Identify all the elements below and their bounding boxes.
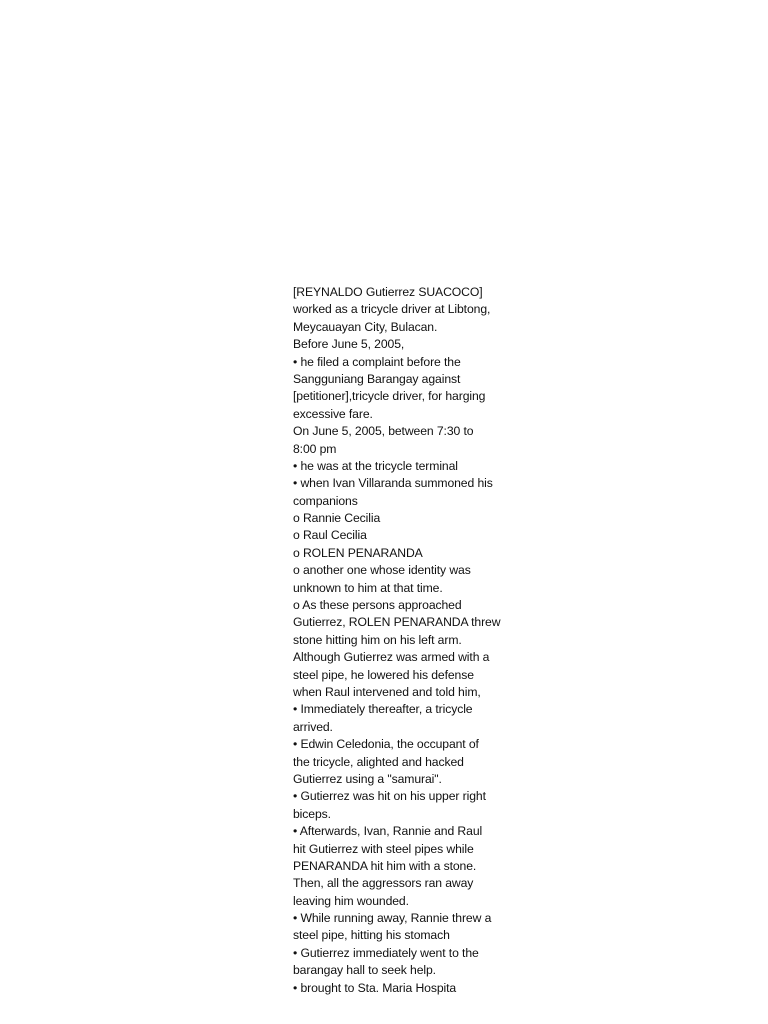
text-line: • Immediately thereafter, a tricycle: [293, 702, 473, 717]
text-line: • he was at the tricycle terminal: [293, 458, 458, 473]
text-line: stone hitting him on his left arm.: [293, 632, 462, 647]
text-line: Sangguniang Barangay against: [293, 371, 461, 386]
text-line: Gutierrez using a "samurai".: [293, 771, 442, 786]
text-line: Gutierrez, ROLEN PENARANDA threw: [293, 615, 501, 630]
text-line: o Rannie Cecilia: [293, 511, 381, 526]
text-line: Then, all the aggressors ran away: [293, 876, 474, 891]
text-line: arrived.: [293, 719, 333, 734]
text-line: hit Gutierrez with steel pipes while: [293, 841, 474, 856]
text-line: On June 5, 2005, between 7:30 to: [293, 424, 474, 439]
text-line: • Gutierrez immediately went to the: [293, 945, 479, 960]
text-line: • Afterwards, Ivan, Rannie and Raul: [293, 824, 483, 839]
text-line: steel pipe, he lowered his defense: [293, 667, 474, 682]
text-line: o Raul Cecilia: [293, 528, 367, 543]
text-line: • when Ivan Villaranda summoned his: [293, 476, 493, 491]
text-line: leaving him wounded.: [293, 893, 409, 908]
text-line: companions: [293, 493, 358, 508]
text-line: excessive fare.: [293, 406, 373, 421]
text-line: o As these persons approached: [293, 598, 462, 613]
text-line: • brought to Sta. Maria Hospita: [293, 980, 457, 995]
text-line: the tricycle, alighted and hacked: [293, 754, 464, 769]
text-line: steel pipe, hitting his stomach: [293, 928, 450, 943]
text-line: 8:00 pm: [293, 441, 337, 456]
text-line: o another one whose identity was: [293, 563, 471, 578]
text-line: o ROLEN PENARANDA: [293, 545, 423, 560]
text-line: barangay hall to seek help.: [293, 963, 436, 978]
text-line: biceps.: [293, 806, 331, 821]
text-line: worked as a tricycle driver at Libtong,: [293, 302, 491, 317]
text-line: PENARANDA hit him with a stone.: [293, 858, 477, 873]
text-line: Although Gutierrez was armed with a: [293, 650, 490, 665]
text-line: unknown to him at that time.: [293, 580, 443, 595]
text-line: [REYNALDO Gutierrez SUACOCO]: [293, 285, 483, 299]
text-line: • Edwin Celedonia, the occupant of: [293, 737, 479, 752]
document-text: [293, 284, 523, 997]
text-line: Before June 5, 2005,: [293, 337, 405, 352]
text-line: Meycauayan City, Bulacan.: [293, 319, 438, 334]
text-line: • Gutierrez was hit on his upper right: [293, 789, 486, 804]
text-line: [petitioner],tricycle driver, for harging: [293, 389, 486, 404]
text-line: when Raul intervened and told him,: [293, 684, 481, 699]
text-line: • he filed a complaint before the: [293, 354, 461, 369]
text-line: • While running away, Rannie threw a: [293, 911, 492, 926]
